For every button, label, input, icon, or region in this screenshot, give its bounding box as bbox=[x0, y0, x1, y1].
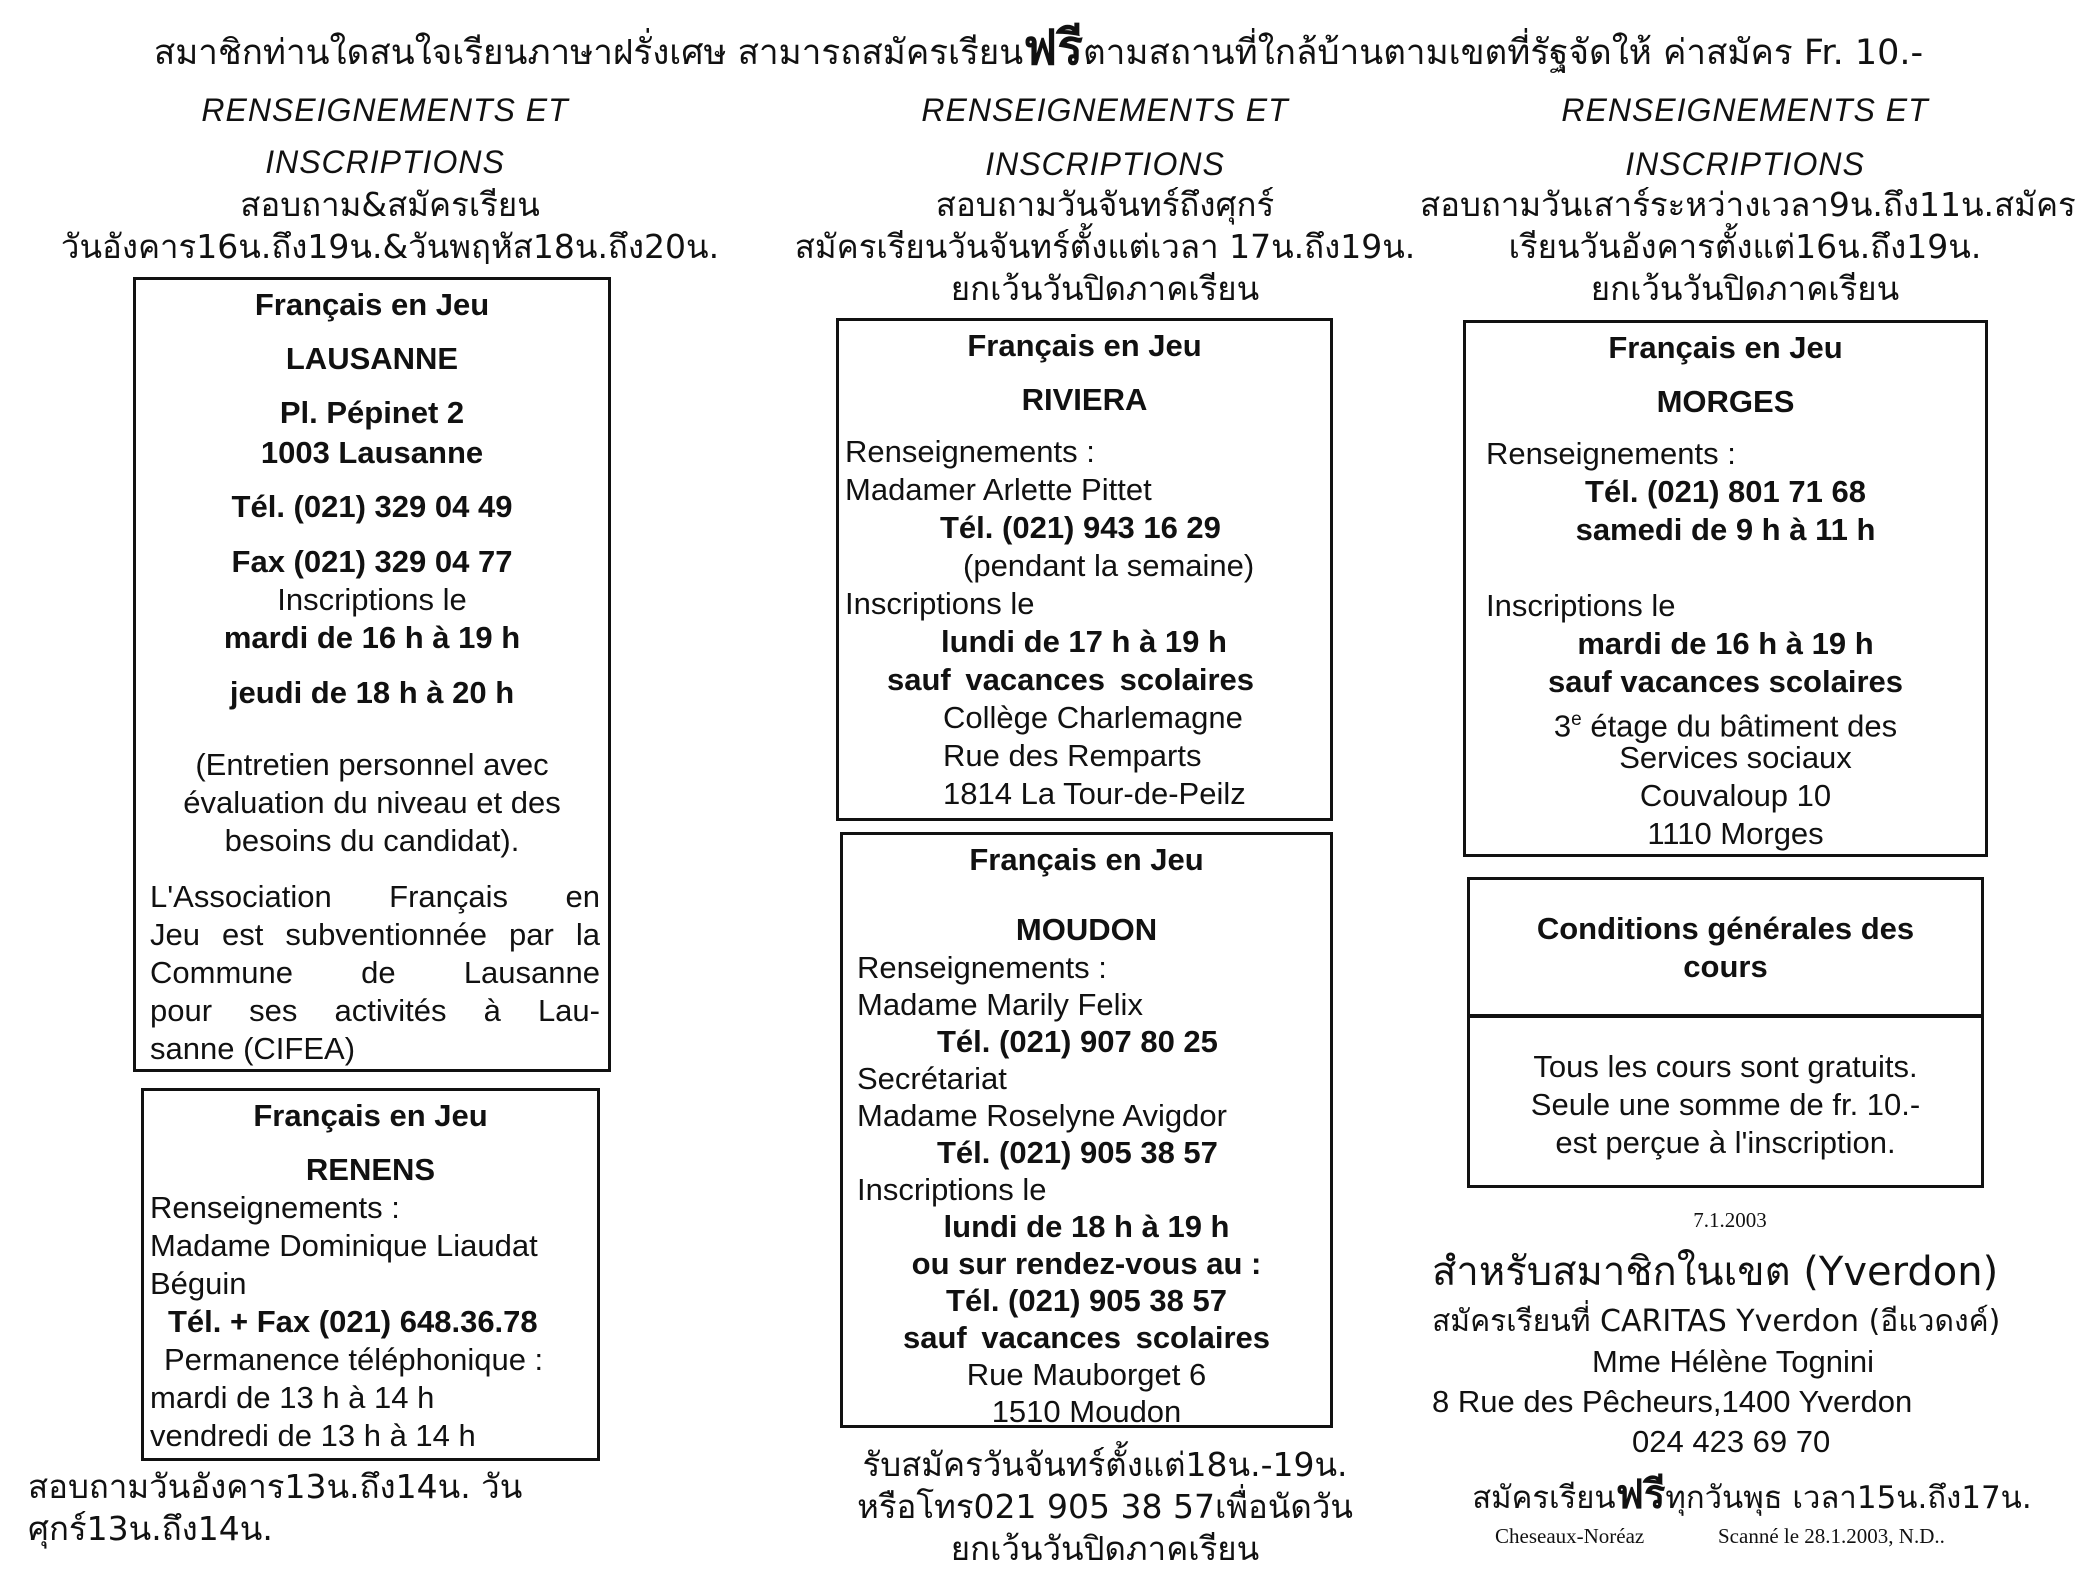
yverdon-details bbox=[1432, 1342, 2072, 1462]
col2-thai-3: ยกเว้นวันปิดภาคเรียน bbox=[950, 269, 1260, 308]
riviera-place-2: Rue des Remparts bbox=[943, 738, 1202, 773]
moudon-box bbox=[840, 832, 1333, 1428]
lausanne-assoc-5: sanne (CIFEA) bbox=[150, 1031, 356, 1066]
lausanne-fax: Fax (021) 329 04 77 bbox=[231, 544, 513, 579]
moudon-city: MOUDON bbox=[1015, 912, 1158, 947]
moudon-contact-2: Madame Roselyne Avigdor bbox=[857, 1098, 1227, 1133]
footer-right: Scanné le 28.1.2003, N.D.. bbox=[1718, 1524, 1945, 1548]
lausanne-assoc-3: Commune de Lausanne bbox=[150, 955, 600, 990]
morges-tel: Tél. (021) 801 71 68 bbox=[1585, 474, 1866, 509]
lausanne-note-3: besoins du candidat). bbox=[224, 823, 520, 858]
conditions-title-1: Conditions générales des bbox=[1536, 911, 1915, 946]
lausanne-city: LAUSANNE bbox=[285, 341, 459, 376]
lausanne-box bbox=[133, 277, 611, 1072]
morges-day: mardi de 16 h à 19 h bbox=[1577, 626, 1874, 661]
col1-heading-1: RENSEIGNEMENTS ET bbox=[201, 92, 569, 128]
moudon-schedule bbox=[843, 1208, 1330, 1356]
yverdon-line-3: 8 Rue des Pêcheurs,1400 Yverdon bbox=[1432, 1384, 1913, 1419]
top-announcement-after: ตามสถานที่ใกล้บ้านตามเขตที่รัฐจัดให้ ค่าสมัคร Fr. 10.- bbox=[1083, 33, 1924, 73]
morges-renseignements: Renseignements : bbox=[1486, 436, 1736, 471]
morges-sauf: sauf vacances scolaires bbox=[1547, 664, 1904, 699]
riviera-place-3: 1814 La Tour-de-Peilz bbox=[943, 776, 1246, 811]
conditions-text-2: Seule une somme de fr. 10.- bbox=[1530, 1087, 1921, 1122]
riviera-inscriptions: Inscriptions le bbox=[845, 586, 1035, 621]
col1-thai-bottom: สอบถามวันอังคาร13น.ถึง14น. วันศุกร์13น.ถึง14น. bbox=[28, 1467, 523, 1548]
moudon-title: Français en Jeu bbox=[969, 842, 1204, 877]
col3-thai-info bbox=[1420, 184, 2076, 310]
moudon-inscriptions: Inscriptions le bbox=[857, 1172, 1047, 1207]
conditions-text-3: est perçue à l'inscription. bbox=[1555, 1125, 1896, 1160]
morges-city: MORGES bbox=[1656, 384, 1795, 419]
yverdon-free-line bbox=[1432, 1472, 2072, 1521]
col2-thai-bottom-3: ยกเว้นวันปิดภาคเรียน bbox=[950, 1529, 1260, 1568]
conditions-text-1: Tous les cours sont gratuits. bbox=[1533, 1049, 1918, 1084]
footer-left: Cheseaux-Noréaz bbox=[1495, 1524, 1645, 1548]
morges-hours: samedi de 9 h à 11 h bbox=[1575, 512, 1876, 547]
lausanne-note-1: (Entretien personnel avec bbox=[195, 747, 549, 782]
moudon-day: lundi de 18 h à 19 h bbox=[943, 1209, 1230, 1244]
riviera-contact: Madamer Arlette Pittet bbox=[845, 472, 1152, 507]
riviera-box bbox=[836, 318, 1333, 821]
top-announcement-before: สมาชิกท่านใดสนใจเรียนภาษาฝรั่งเศษ สามารถสมัครเรียน bbox=[153, 33, 1024, 73]
yverdon-free-before: สมัครเรียน bbox=[1472, 1480, 1616, 1516]
moudon-details bbox=[857, 949, 1330, 1208]
riviera-city: RIVIERA bbox=[1021, 382, 1148, 417]
renens-day-1: mardi de 13 h à 14 h bbox=[150, 1380, 435, 1415]
col1-heading-2: INSCRIPTIONS bbox=[265, 144, 505, 180]
riviera-renseignements: Renseignements : bbox=[845, 434, 1095, 469]
col2-thai-bottom bbox=[780, 1444, 1430, 1570]
riviera-day: lundi de 17 h à 19 h bbox=[941, 624, 1227, 659]
col1-thai-2: วันอังคาร16น.ถึง19น.&วันพฤหัส18น.ถึง20น. bbox=[60, 227, 720, 266]
conditions-divider bbox=[1470, 1014, 1981, 1018]
yverdon-line-2: Mme Hélène Tognini bbox=[1592, 1344, 1875, 1379]
moudon-rdv: ou sur rendez-vous au : bbox=[911, 1246, 1262, 1281]
yverdon-free: ฟรี bbox=[1615, 1472, 1666, 1518]
riviera-tel: Tél. (021) 943 16 29 bbox=[940, 510, 1221, 545]
yverdon-line-4: 024 423 69 70 bbox=[1632, 1424, 1831, 1459]
lausanne-association bbox=[150, 878, 600, 1068]
col1-thai-1: สอบถาม&สมัครเรียน bbox=[240, 185, 540, 224]
morges-floor-num: 3 bbox=[1553, 708, 1572, 744]
lausanne-assoc-4: pour ses activités à Lau- bbox=[150, 993, 600, 1028]
col2-heading-1: RENSEIGNEMENTS ET bbox=[921, 92, 1289, 128]
lausanne-note-2: évaluation du niveau et des bbox=[183, 785, 561, 820]
col2-thai-bottom-1: รับสมัครวันจันทร์ตั้งแต่18น.-19น. bbox=[862, 1445, 1348, 1484]
lausanne-day-1: mardi de 16 h à 19 h bbox=[223, 620, 521, 655]
lausanne-inscriptions: Inscriptions le bbox=[277, 582, 467, 617]
moudon-address-2: 1510 Moudon bbox=[991, 1394, 1182, 1429]
col2-heading bbox=[860, 84, 1350, 190]
riviera-tel-note: (pendant la semaine) bbox=[963, 548, 1255, 583]
riviera-place-1: Collège Charlemagne bbox=[943, 700, 1243, 735]
col3-thai-3: ยกเว้นวันปิดภาคเรียน bbox=[1590, 269, 1900, 308]
renens-details bbox=[150, 1189, 595, 1455]
lausanne-address-2: 1003 Lausanne bbox=[260, 435, 484, 470]
riviera-details bbox=[845, 433, 1330, 813]
lausanne-address-1: Pl. Pépinet 2 bbox=[279, 395, 465, 430]
moudon-address bbox=[843, 1356, 1330, 1430]
renens-day-2: vendredi de 13 h à 14 h bbox=[150, 1418, 476, 1453]
renens-telfax: Tél. + Fax (021) 648.36.78 bbox=[168, 1304, 538, 1339]
morges-floor-sup: e bbox=[1571, 709, 1582, 730]
moudon-contact: Madame Marily Felix bbox=[857, 987, 1143, 1022]
lausanne-assoc-2: Jeu est subventionnée par la bbox=[150, 917, 600, 952]
renens-contact-1: Madame Dominique Liaudat bbox=[150, 1228, 538, 1263]
renens-box bbox=[141, 1088, 600, 1461]
yverdon-free-after: ทุกวันพุธ เวลา15น.ถึง17น. bbox=[1665, 1480, 2032, 1516]
col2-thai-info bbox=[780, 184, 1430, 310]
top-announcement-free: ฟรี bbox=[1023, 20, 1084, 76]
lausanne-title: Français en Jeu bbox=[254, 287, 490, 322]
col3-thai-1: สอบถามวันเสาร์ระหว่างเวลา9น.ถึง11น.สมัคร bbox=[1420, 185, 2076, 224]
col2-thai-1: สอบถามวันจันทร์ถึงศุกร์ bbox=[935, 185, 1275, 224]
morges-place-3: 1110 Morges bbox=[1647, 816, 1824, 851]
col2-thai-2: สมัครเรียนวันจันทร์ตั้งแต่เวลา 17น.ถึง19น. bbox=[794, 227, 1416, 266]
col3-thai-2: เรียนวันอังคารตั้งแต่16น.ถึง19น. bbox=[1508, 227, 1982, 266]
moudon-tel-1: Tél. (021) 907 80 25 bbox=[937, 1024, 1218, 1059]
lausanne-note bbox=[136, 746, 608, 860]
conditions-title-2: cours bbox=[1683, 949, 1768, 984]
top-announcement bbox=[0, 18, 2077, 83]
renens-city: RENENS bbox=[305, 1152, 436, 1187]
renens-title: Français en Jeu bbox=[253, 1098, 488, 1133]
col2-thai-bottom-2: หรือโทร021 905 38 57เพื่อนัดวัน bbox=[857, 1487, 1353, 1526]
col1-thai-info bbox=[40, 184, 740, 268]
lausanne-tel: Tél. (021) 329 04 49 bbox=[231, 489, 513, 524]
riviera-sauf: sauf vacances scolaires bbox=[887, 662, 1255, 697]
col3-heading bbox=[1500, 84, 1990, 190]
morges-inscriptions: Inscriptions le bbox=[1486, 588, 1676, 623]
renens-renseignements: Renseignements : bbox=[150, 1190, 400, 1225]
col3-heading-1: RENSEIGNEMENTS ET bbox=[1561, 92, 1929, 128]
col2-heading-2: INSCRIPTIONS bbox=[985, 146, 1225, 182]
yverdon-line-1: สมัครเรียนที่ CARITAS Yverdon (อีแวดงค์) bbox=[1432, 1304, 2001, 1339]
moudon-tel-2: Tél. (021) 905 38 57 bbox=[937, 1135, 1218, 1170]
col1-heading bbox=[140, 84, 630, 188]
riviera-title: Français en Jeu bbox=[967, 328, 1202, 363]
conditions-text bbox=[1470, 1048, 1981, 1162]
lausanne-assoc-1: L'Association Français en bbox=[150, 879, 600, 914]
renens-contact-2: Béguin bbox=[150, 1266, 247, 1301]
conditions-title bbox=[1470, 910, 1981, 986]
moudon-renseignements: Renseignements : bbox=[857, 950, 1107, 985]
moudon-sauf: sauf vacances scolaires bbox=[902, 1320, 1271, 1355]
document-date: 7.1.2003 bbox=[1693, 1208, 1767, 1232]
morges-place-2: Couvaloup 10 bbox=[1639, 778, 1832, 813]
morges-title: Français en Jeu bbox=[1608, 330, 1843, 365]
yverdon-title: สำหรับสมาชิกในเขต (Yverdon) bbox=[1432, 1249, 1999, 1295]
renens-permanence: Permanence téléphonique : bbox=[164, 1342, 544, 1377]
lausanne-day-2: jeudi de 18 h à 20 h bbox=[229, 675, 515, 710]
morges-box bbox=[1463, 320, 1988, 857]
conditions-box bbox=[1467, 877, 1984, 1188]
moudon-tel-3: Tél. (021) 905 38 57 bbox=[946, 1283, 1227, 1318]
morges-place-1: Services sociaux bbox=[1619, 740, 1852, 775]
moudon-secretariat: Secrétariat bbox=[857, 1061, 1007, 1096]
moudon-address-1: Rue Mauborget 6 bbox=[966, 1357, 1207, 1392]
morges-floor-rest: étage du bâtiment des bbox=[1581, 708, 1898, 744]
col3-heading-2: INSCRIPTIONS bbox=[1625, 146, 1865, 182]
